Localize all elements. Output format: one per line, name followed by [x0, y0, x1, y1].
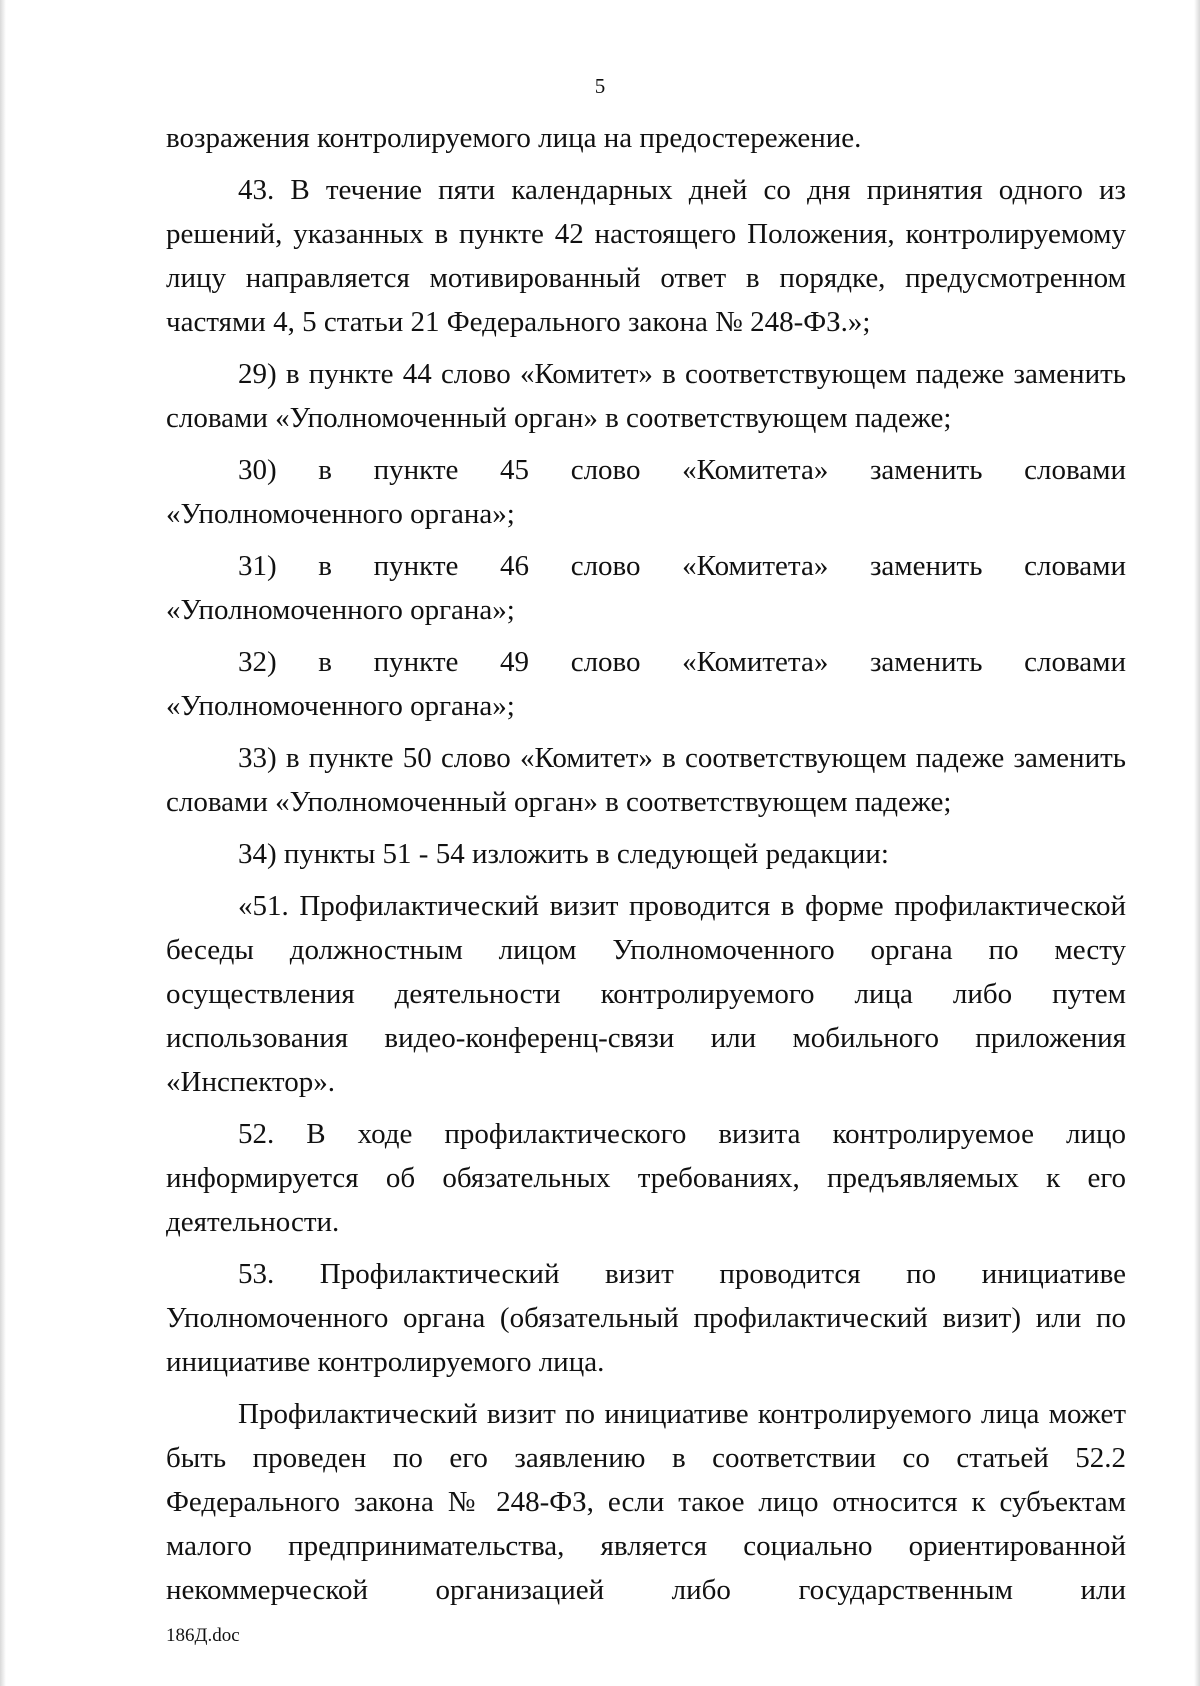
paragraph-item-30: 30) в пункте 45 слово «Комитета» заменить словами «Уполномоченного органа»; — [166, 454, 1126, 530]
scan-edge-right — [1194, 0, 1200, 1686]
paragraph-continuation: возражения контролируемого лица на предостережение. — [166, 122, 862, 154]
paragraph-item-53: 53. Профилактический визит проводится по инициативе Уполномоченного органа (обязательный профилактический визит) или по инициативе контролируемого лица. — [166, 1258, 1126, 1378]
paragraph-item-32: 32) в пункте 49 слово «Комитета» заменить словами «Уполномоченного органа»; — [166, 646, 1126, 722]
paragraph-item-34: 34) пункты 51 - 54 изложить в следующей редакции: — [238, 838, 889, 870]
paragraph-item-52: 52. В ходе профилактического визита контролируемое лицо информируется об обязательных требованиях, предъявляемых к его деятельности. — [166, 1118, 1126, 1238]
footer-filename: 186Д.doc — [166, 1625, 240, 1646]
scan-edge-left — [0, 0, 6, 1686]
page-number: 5 — [594, 74, 606, 98]
paragraph-initiative-visit: Профилактический визит по инициативе контролируемого лица может быть проведен по его заявлению в соответствии со статьей 52.2 Федерального закона № 248-ФЗ, если такое лицо относится к субъектам малого предпринимательства, является социально ориентированной некоммерческой организацией либо государственным или — [166, 1398, 1126, 1606]
paragraph-item-43: 43. В течение пяти календарных дней со дня принятия одного из решений, указанных в пункте 42 настоящего Положения, контролируемому лицу направляется мотивированный ответ в порядке, предусмотренном частями 4, 5 статьи 21 Федерального закона № 248-ФЗ.»; — [166, 174, 1126, 338]
paragraph-item-29: 29) в пункте 44 слово «Комитет» в соответствующем падеже заменить словами «Уполномоченный орган» в соответствующем падеже; — [166, 358, 1126, 434]
paragraph-item-33: 33) в пункте 50 слово «Комитет» в соответствующем падеже заменить словами «Уполномоченный орган» в соответствующем падеже; — [166, 742, 1126, 818]
paragraph-item-51: «51. Профилактический визит проводится в форме профилактической беседы должностным лицом Уполномоченного органа по месту осуществления деятельности контролируемого лица либо путем использования видео-конференц-связи или мобильного приложения «Инспектор». — [166, 890, 1126, 1098]
paragraph-item-31: 31) в пункте 46 слово «Комитета» заменить словами «Уполномоченного органа»; — [166, 550, 1126, 626]
document-body — [166, 116, 1126, 1620]
